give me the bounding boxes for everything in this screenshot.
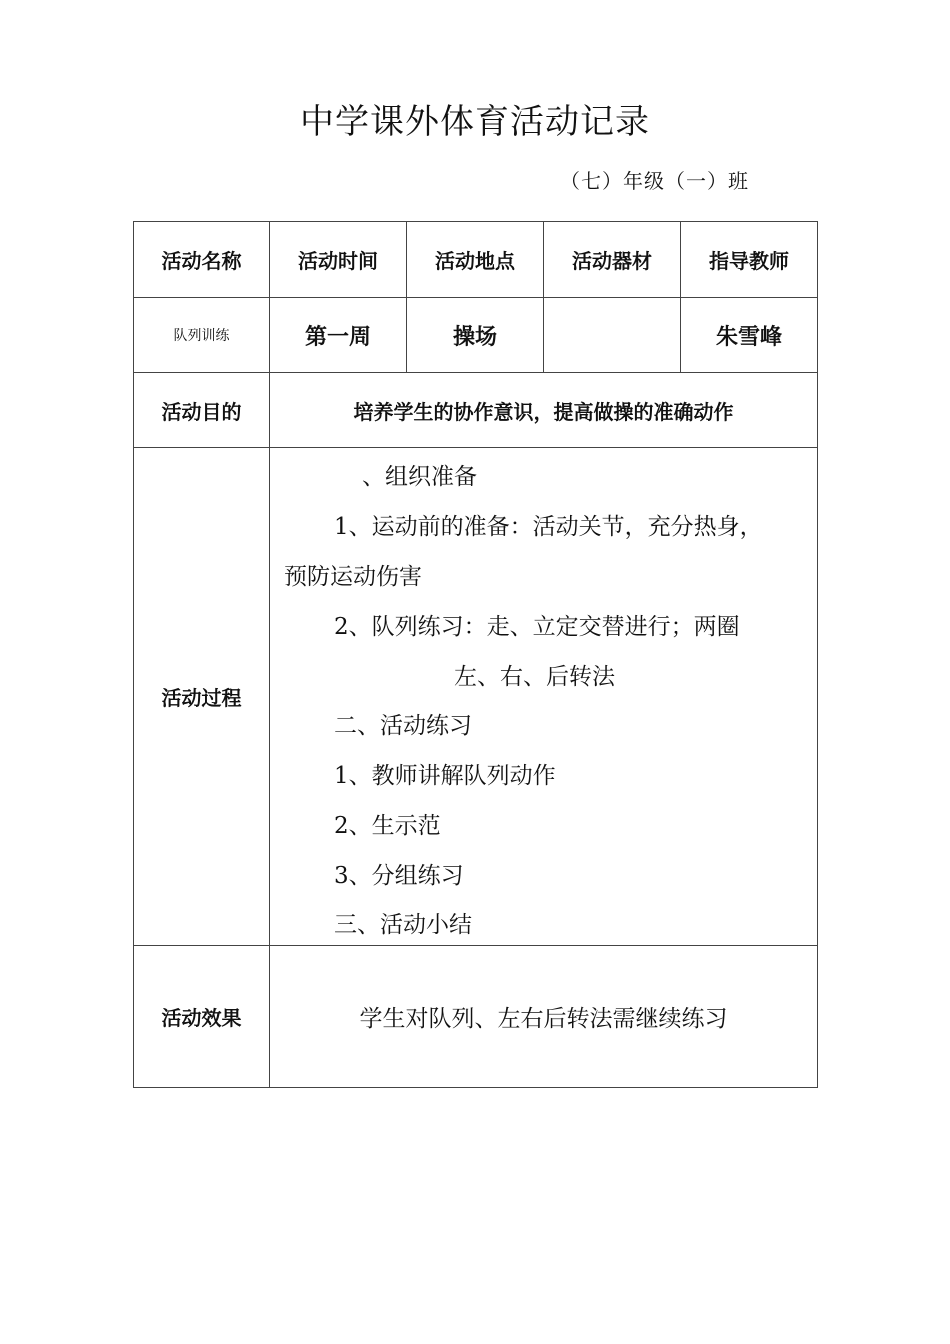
- process-line: 2、生示范: [334, 813, 441, 839]
- process-line: 1、教师讲解队列动作: [334, 763, 556, 789]
- process-line: 3、分组练习: [334, 863, 464, 889]
- process-label: 活动过程: [134, 448, 270, 946]
- info-row: [134, 298, 818, 373]
- header-activity-name: 活动名称: [134, 222, 270, 298]
- value-activity-equipment: [544, 298, 681, 373]
- value-activity-location: 操场: [407, 298, 544, 373]
- value-activity-name: 队列训练: [134, 298, 270, 373]
- value-activity-time: 第一周: [270, 298, 407, 373]
- goal-value: 培养学生的协作意识，提高做操的准确动作: [270, 373, 818, 448]
- header-activity-location: 活动地点: [407, 222, 544, 298]
- header-activity-time: 活动时间: [270, 222, 407, 298]
- process-line: 三、活动小结: [334, 912, 472, 938]
- effect-value: 学生对队列、左右后转法需继续练习: [270, 946, 818, 1088]
- process-line: 、组织准备: [362, 464, 477, 490]
- process-line: 预防运动伤害: [284, 564, 422, 590]
- process-row: [134, 448, 818, 946]
- goal-row: [134, 373, 818, 448]
- effect-label: 活动效果: [134, 946, 270, 1088]
- header-row: [134, 222, 818, 298]
- activity-record-table: [133, 221, 818, 1088]
- class-info: （七）年级（一）班: [560, 169, 749, 193]
- header-activity-equipment: 活动器材: [544, 222, 681, 298]
- value-instructor: 朱雪峰: [681, 298, 818, 373]
- process-line: 二、活动练习: [334, 713, 472, 739]
- process-line: 1、运动前的准备：活动关节，充分热身，: [334, 514, 763, 540]
- effect-row: [134, 946, 818, 1088]
- process-content: [270, 448, 818, 946]
- document-title: 中学课外体育活动记录: [300, 102, 650, 142]
- header-instructor: 指导教师: [681, 222, 818, 298]
- goal-label: 活动目的: [134, 373, 270, 448]
- process-line: 左、右、后转法: [454, 664, 615, 690]
- process-line: 2、队列练习：走、立定交替进行；两圈: [334, 614, 740, 640]
